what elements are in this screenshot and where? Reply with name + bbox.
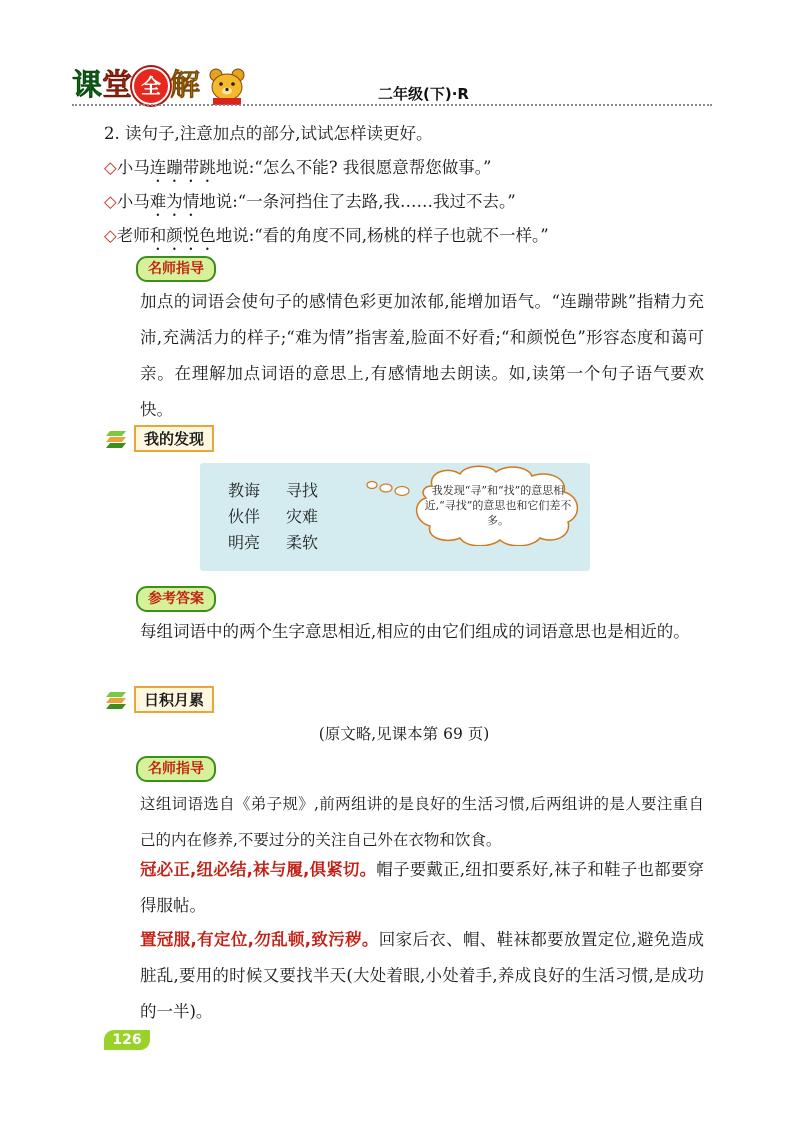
logo-char-ke: 课 — [72, 68, 102, 103]
item-post: 地说:“怎么不能? 我很愿意帮您做事。” — [215, 158, 492, 177]
guide2-line — [140, 852, 704, 924]
diamond-icon: ◇ — [104, 158, 117, 177]
diamond-icon: ◇ — [104, 192, 117, 211]
guide2-line — [140, 922, 704, 1030]
word: 伙伴 — [228, 507, 261, 526]
item-dotted: 连蹦带跳 — [149, 158, 216, 177]
question-title: 2. 读句子,注意加点的部分,试试怎样读更好。 — [104, 124, 433, 143]
word: 教诲 — [228, 481, 261, 500]
answer-text: 每组词语中的两个生字意思相近,相应的由它们组成的词语意思也是相近的。 — [140, 622, 690, 641]
word-grid — [228, 478, 344, 556]
quote-explain: 帽子要戴正,纽扣要系好,袜子和鞋子也都要穿得服帖。 — [140, 860, 704, 915]
item-dotted: 和颜悦色 — [149, 226, 216, 245]
bubble-text: 我发现“寻”和“找”的意思相近,“寻找”的意思也和它们差不多。 — [424, 484, 572, 527]
guide-text — [140, 284, 704, 428]
answer-badge: 参考答案 — [136, 586, 216, 612]
item-pre: 小马 — [116, 192, 150, 211]
word: 寻找 — [286, 481, 319, 500]
daily-note: (原文略,见课本第 69 页) — [318, 725, 490, 743]
guide-badge: 名师指导 — [136, 256, 216, 282]
header-divider — [72, 104, 712, 106]
bear-mascot-icon — [207, 67, 247, 105]
question-item — [104, 150, 704, 186]
item-pre: 小马 — [116, 158, 150, 177]
logo-char-jie: 解 — [170, 68, 200, 103]
classic-quote: 冠必正,纽必结,袜与履,俱紧切。 — [140, 860, 377, 879]
section-title: 日积月累 — [134, 686, 214, 713]
logo-char-quan: 全 — [132, 67, 170, 105]
grade-label: 二年级(下)·R — [378, 85, 469, 103]
item-pre: 老师 — [116, 226, 150, 245]
guide-badge: 名师指导 — [136, 756, 216, 782]
item-post: 地说:“一条河挡住了去路,我……我过不去。” — [199, 192, 516, 211]
stripes-icon — [104, 429, 128, 449]
section-title: 我的发现 — [134, 425, 214, 452]
word: 明亮 — [228, 533, 261, 552]
guide-paragraph: 加点的词语会使句子的感情色彩更加浓郁,能增加语气。“连蹦带跳”指精力充沛,充满活力的样子;“难为情”指害羞,脸面不好看;“和颜悦色”形容态度和蔼可亲。在理解加点词语的意思上,有感情地去朗读。如,读第一个句子语气要欢快。 — [140, 292, 704, 419]
item-dotted: 难为情 — [149, 192, 200, 211]
guide2-text: 这组词语选自《弟子规》,前两组讲的是良好的生活习惯,后两组讲的是人要注重自己的内在修养,不要过分的关注自己外在衣物和饮食。 — [140, 795, 704, 849]
diamond-icon: ◇ — [104, 226, 117, 245]
logo-char-tang: 堂 — [102, 68, 132, 103]
word: 柔软 — [286, 533, 319, 552]
classic-quote: 置冠服,有定位,勿乱顿,致污秽。 — [140, 930, 379, 949]
item-post: 地说:“看的角度不同,杨桃的样子也就不一样。” — [215, 226, 549, 245]
section-daily — [104, 686, 214, 710]
quote-explain: 回家后衣、帽、鞋袜都要放置定位,避免造成脏乱,要用的时候又要找半天(大处着眼,小处着手,养成良好的生活习惯,是成功的一半)。 — [140, 930, 704, 1021]
stripes-icon — [104, 690, 128, 710]
question-item — [104, 218, 704, 254]
page-number: 126 — [104, 1030, 150, 1050]
question-item — [104, 184, 704, 220]
section-discover — [104, 425, 214, 449]
word: 灾难 — [286, 507, 319, 526]
